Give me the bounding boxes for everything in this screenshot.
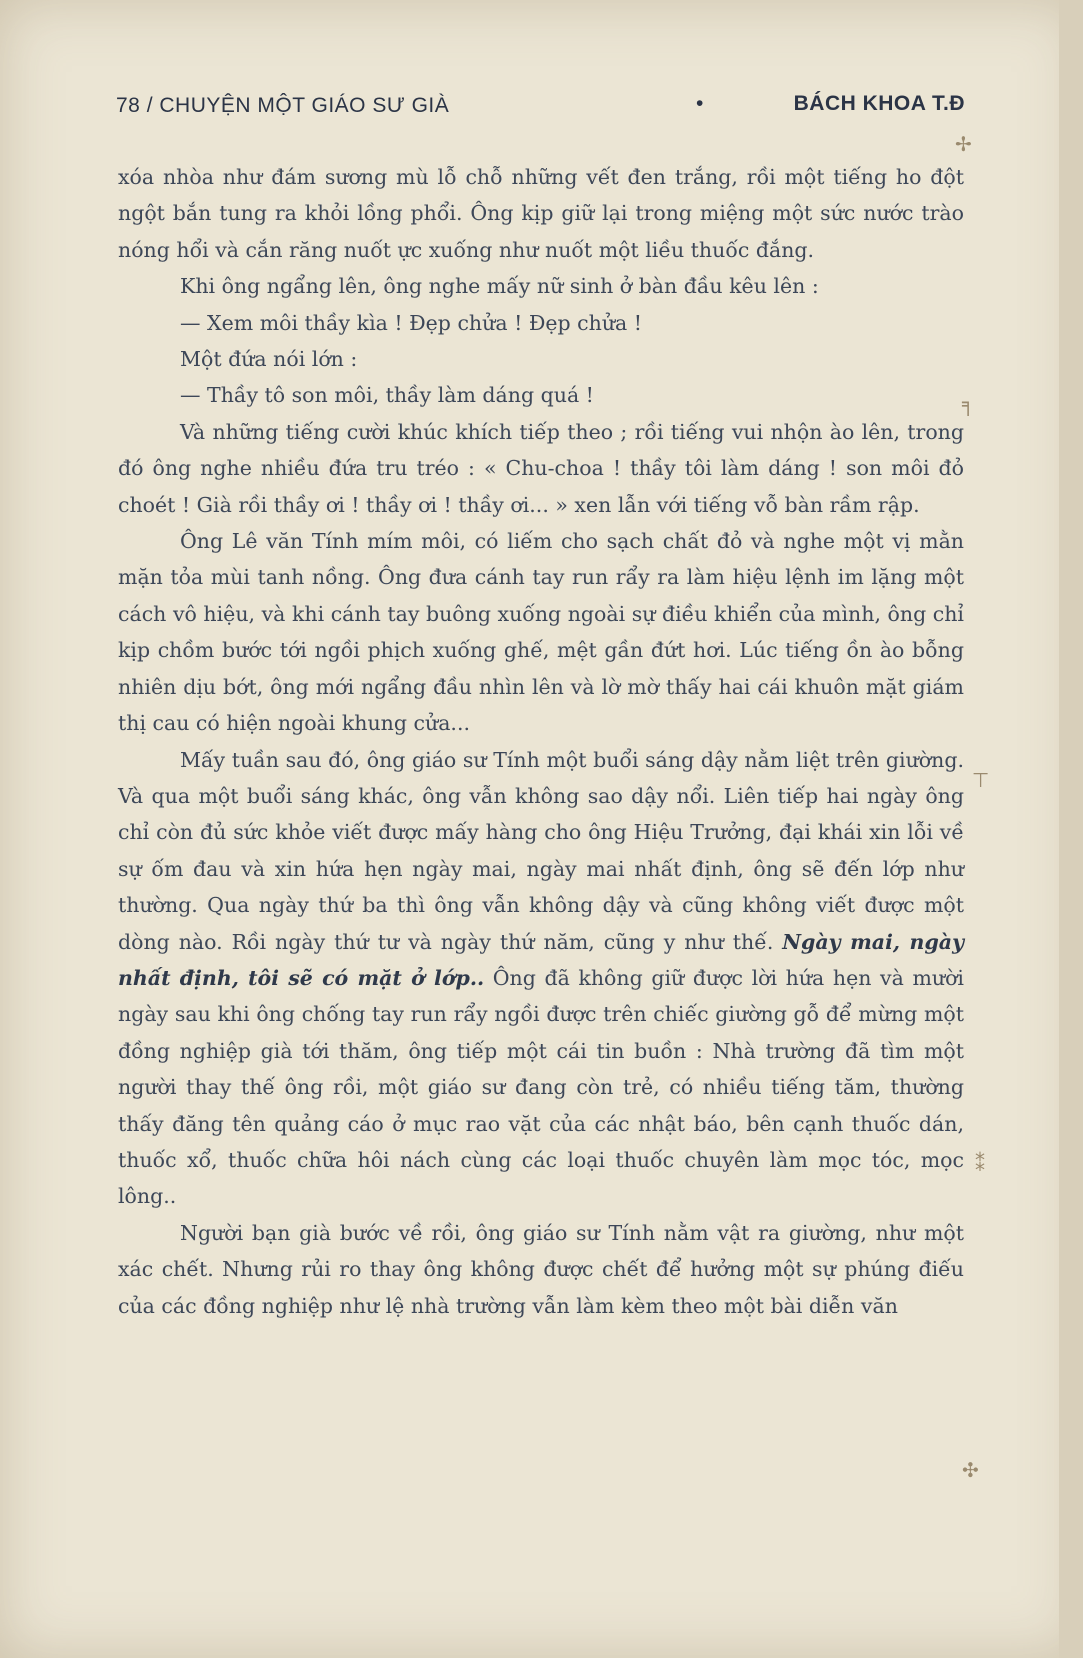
page-edge — [1059, 0, 1083, 1658]
margin-mark: ╕ — [962, 392, 975, 416]
paragraph-4: Một đứa nói lớn : — [180, 347, 358, 372]
paragraph-8-text: Mấy tuần sau đó, ông giáo sư Tính một buổi sáng dậy nằm liệt trên giường. Và qua một buổi sáng khác, ông vẫn không sao dậy nổi. Liên tiếp hai ngày ông chỉ còn đủ sức khỏe viết được mấy hàng cho ông Hiệu Trưởng, đại khái xin lỗi về sự ốm đau và xin hứa hẹn ngày mai, ngày mai nhất định, ông sẽ đến lớp như thường. Qua ngày thứ ba thì ông vẫn không dậy và cũng không viết được một dòng nào. Rồi ngày thứ tư và ngày thứ năm, cũng y như thế. — [118, 747, 964, 954]
margin-mark: ⁑ — [975, 1152, 985, 1176]
paragraph-2: Khi ông ngẩng lên, ông nghe mấy nữ sinh ở bàn đầu kêu lên : — [180, 274, 819, 299]
emphasis-quote: Ngày mai, ngày nhất định, tôi sẽ có mặt ở lớp.. — [118, 929, 964, 990]
header-separator: • — [696, 92, 704, 115]
paragraph-6: Và những tiếng cười khúc khích tiếp theo ; rồi tiếng vui nhộn ào lên, trong đó ông nghe nhiều đứa tru tréo : « Chu-choa ! thầy tôi làm dáng ! son môi đỏ choét ! Già rồi thầy ơi ! thầy ơi ! thầy ơi... » xen lẫn với tiếng vỗ bàn rầm rập. — [118, 419, 964, 517]
dialogue-line-2: — Thầy tô son môi, thầy làm dáng quá ! — [180, 383, 594, 408]
margin-mark: ✢ — [955, 132, 972, 156]
paragraph-8 — [118, 742, 964, 1215]
paragraph-8-tail: Ông đã không giữ được lời hứa hẹn và mười ngày sau khi ông chống tay run rẩy ngồi được trên chiếc giường gỗ để mừng một đồng nghiệp già tới thăm, ông tiếp một cái tin buồn : Nhà trường đã tìm một người thay thế ông rồi, một giáo sư đang còn trẻ, có nhiều tiếng tăm, thường thấy đăng tên quảng cáo ở mục rao vặt của các nhật báo, bên cạnh thuốc dán, thuốc xổ, thuốc chữa hôi nách cùng các loại thuốc chuyên làm mọc tóc, mọc lông.. — [118, 965, 964, 1209]
paragraph-9: Người bạn già bước về rồi, ông giáo sư Tính nằm vật ra giường, như một xác chết. Nhưng rủi ro thay ông không được chết để hưởng một sự phúng điếu của các đồng nghiệp như lệ nhà trường vẫn làm kèm theo một bài diễn văn — [118, 1220, 964, 1318]
margin-mark: ⊤ — [972, 768, 990, 792]
page-number-and-title: 78 / CHUYỆN MỘT GIÁO SƯ GIÀ — [116, 94, 450, 117]
paragraph-7: Ông Lê văn Tính mím môi, có liếm cho sạch chất đỏ và nghe một vị mằn mặn tỏa mùi tanh nồng. Ông đưa cánh tay run rẩy ra làm hiệu lệnh im lặng một cách vô hiệu, và khi cánh tay buông xuống ngoài sự điều khiển của mình, ông chỉ kịp chồm bước tới ngồi phịch xuống ghế, mệt gần đứt hơi. Lúc tiếng ồn ào bỗng nhiên dịu bớt, ông mới ngẩng đầu nhìn lên và lờ mờ thấy hai cái khuôn mặt giám thị cau có hiện ngoài khung cửa... — [118, 529, 964, 736]
dialogue-line-1: — Xem môi thầy kìa ! Đẹp chửa ! Đẹp chửa ! — [180, 310, 643, 335]
paragraph-1: xóa nhòa như đám sương mù lỗ chỗ những vết đen trắng, rồi một tiếng ho đột ngột bắn tung ra khỏi lồng phổi. Ông kịp giữ lại trong miệng một sức nước trào nóng hổi và cắn răng nuốt ực xuống như nuốt một liều thuốc đắng. — [118, 165, 964, 262]
running-header — [116, 94, 965, 120]
margin-mark: ✣ — [962, 1458, 979, 1482]
publication-name: BÁCH KHOA T.Đ — [793, 92, 965, 115]
page-body — [118, 159, 964, 1324]
